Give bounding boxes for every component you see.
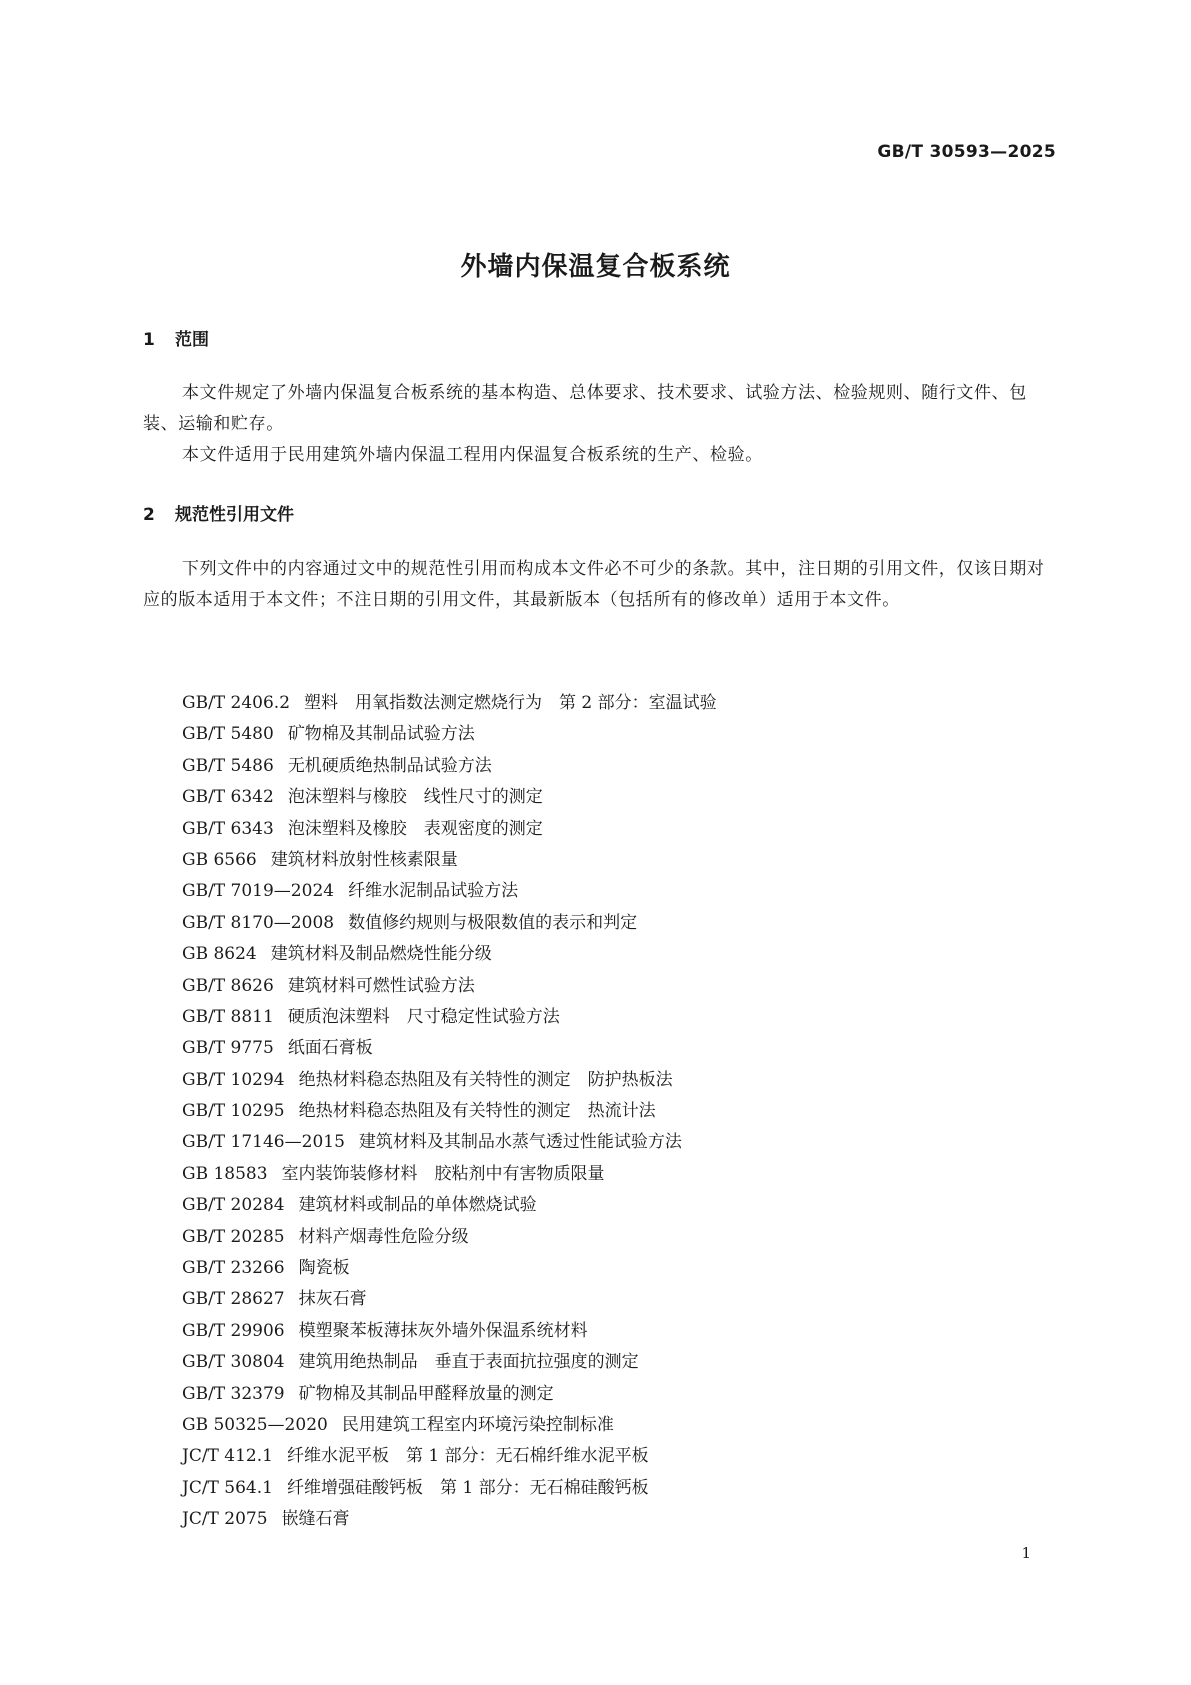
reference-code: GB/T 5480	[182, 724, 274, 745]
reference-item	[182, 1190, 1052, 1221]
section-number: 1	[143, 330, 155, 350]
reference-code: GB/T 8626	[182, 975, 274, 996]
reference-title: 材料产烟毒性危险分级	[298, 1226, 469, 1247]
reference-code: GB/T 28627	[182, 1289, 285, 1310]
reference-code: GB/T 2406.2	[182, 693, 291, 713]
reference-code: GB 50325—2020	[182, 1414, 328, 1435]
reference-item	[182, 1316, 1052, 1347]
reference-code: GB/T 6343	[182, 818, 274, 839]
reference-title: 陶瓷板	[298, 1258, 350, 1279]
normative-references-list	[182, 688, 1052, 1536]
reference-code: JC/T 564.1	[182, 1477, 273, 1498]
reference-item	[182, 876, 1052, 907]
reference-title: 建筑材料及制品燃烧性能分级	[270, 944, 492, 965]
reference-item	[182, 1253, 1052, 1284]
reference-title: 抹灰石膏	[298, 1289, 367, 1310]
reference-title: 建筑材料及其制品水蒸气透过性能试验方法	[358, 1132, 682, 1153]
reference-title: 建筑材料或制品的单体燃烧试验	[298, 1195, 537, 1216]
page-number: 1	[1021, 1544, 1031, 1562]
scope-paragraph-2: 本文件适用于民用建筑外墙内保温工程用内保温复合板系统的生产、检验。	[182, 445, 763, 465]
reference-title: 建筑材料放射性核素限量	[270, 849, 458, 870]
reference-title: 数值修约规则与极限数值的表示和判定	[348, 912, 638, 933]
reference-item	[182, 719, 1052, 750]
reference-title: 纤维水泥制品试验方法	[348, 881, 519, 902]
reference-title: 室内装饰装修材料 胶粘剂中有害物质限量	[281, 1163, 605, 1184]
reference-code: JC/T 412.1	[182, 1446, 273, 1467]
reference-title: 硬质泡沫塑料 尺寸稳定性试验方法	[287, 1006, 560, 1027]
reference-item	[182, 751, 1052, 782]
reference-item	[182, 1159, 1052, 1190]
reference-item	[182, 688, 1052, 719]
reference-code: GB/T 5486	[182, 755, 274, 776]
reference-item	[182, 1410, 1052, 1441]
reference-title: 矿物棉及其制品试验方法	[287, 724, 475, 745]
reference-code: GB/T 10295	[182, 1101, 285, 1122]
reference-code: GB/T 32379	[182, 1383, 285, 1404]
reference-title: 建筑材料可燃性试验方法	[287, 975, 475, 996]
reference-code: GB/T 10294	[182, 1069, 285, 1090]
reference-title: 无机硬质绝热制品试验方法	[287, 755, 492, 776]
section-1-heading	[143, 325, 209, 350]
reference-item	[182, 845, 1052, 876]
reference-item	[182, 1284, 1052, 1315]
reference-item	[182, 1033, 1052, 1064]
section-number: 2	[143, 505, 155, 525]
reference-code: GB/T 17146—2015	[182, 1132, 345, 1153]
reference-item	[182, 782, 1052, 813]
reference-item	[182, 1002, 1052, 1033]
reference-code: GB 6566	[182, 849, 257, 870]
section-2-heading	[143, 500, 294, 525]
reference-item	[182, 814, 1052, 845]
section-title: 范围	[175, 330, 209, 350]
reference-item	[182, 1127, 1052, 1158]
reference-title: 模塑聚苯板薄抹灰外墙外保温系统材料	[298, 1320, 588, 1341]
reference-title: 建筑用绝热制品 垂直于表面抗拉强度的测定	[298, 1352, 639, 1373]
reference-item	[182, 1473, 1052, 1504]
section-title: 规范性引用文件	[175, 505, 294, 525]
reference-title: 民用建筑工程室内环境污染控制标准	[341, 1414, 614, 1435]
reference-title: 绝热材料稳态热阻及有关特性的测定 防护热板法	[298, 1069, 673, 1090]
reference-title: 矿物棉及其制品甲醛释放量的测定	[298, 1383, 554, 1404]
reference-item	[182, 1504, 1052, 1535]
reference-code: GB/T 29906	[182, 1320, 285, 1341]
reference-code: JC/T 2075	[182, 1509, 268, 1530]
reference-item	[182, 939, 1052, 970]
reference-item	[182, 1065, 1052, 1096]
reference-title: 纤维水泥平板 第 1 部分：无石棉纤维水泥平板	[286, 1446, 649, 1467]
reference-title: 泡沫塑料及橡胶 表观密度的测定	[287, 818, 543, 839]
reference-code: GB/T 9775	[182, 1038, 274, 1059]
reference-title: 塑料 用氧指数法测定燃烧行为 第 2 部分：室温试验	[304, 693, 717, 713]
reference-code: GB/T 7019—2024	[182, 881, 335, 902]
reference-title: 纸面石膏板	[287, 1038, 373, 1059]
reference-title: 纤维增强硅酸钙板 第 1 部分：无石棉硅酸钙板	[286, 1477, 649, 1498]
reference-item	[182, 1347, 1052, 1378]
reference-code: GB/T 6342	[182, 787, 274, 808]
reference-code: GB/T 8811	[182, 1006, 274, 1027]
reference-code: GB 18583	[182, 1163, 268, 1184]
reference-code: GB/T 23266	[182, 1258, 285, 1279]
reference-item	[182, 908, 1052, 939]
reference-code: GB/T 20284	[182, 1195, 285, 1216]
reference-code: GB 8624	[182, 944, 257, 965]
reference-code: GB/T 8170—2008	[182, 912, 335, 933]
standard-code: GB/T 30593—2025	[877, 142, 1056, 162]
reference-item	[182, 1222, 1052, 1253]
reference-title: 绝热材料稳态热阻及有关特性的测定 热流计法	[298, 1101, 656, 1122]
document-title: 外墙内保温复合板系统	[460, 252, 731, 282]
reference-code: GB/T 20285	[182, 1226, 285, 1247]
reference-title: 嵌缝石膏	[281, 1509, 350, 1530]
reference-item	[182, 1096, 1052, 1127]
scope-paragraph-1: 本文件规定了外墙内保温复合板系统的基本构造、总体要求、技术要求、试验方法、检验规则、随行文件、包装、运输和贮存。	[143, 383, 1027, 434]
reference-item	[182, 1441, 1052, 1472]
reference-item	[182, 971, 1052, 1002]
reference-title: 泡沫塑料与橡胶 线性尺寸的测定	[287, 787, 543, 808]
reference-item	[182, 1379, 1052, 1410]
reference-code: GB/T 30804	[182, 1352, 285, 1373]
references-intro-paragraph: 下列文件中的内容通过文中的规范性引用而构成本文件必不可少的条款。其中，注日期的引用文件，仅该日期对应的版本适用于本文件；不注日期的引用文件，其最新版本（包括所有的修改单）适用于本文件。	[143, 559, 1045, 610]
